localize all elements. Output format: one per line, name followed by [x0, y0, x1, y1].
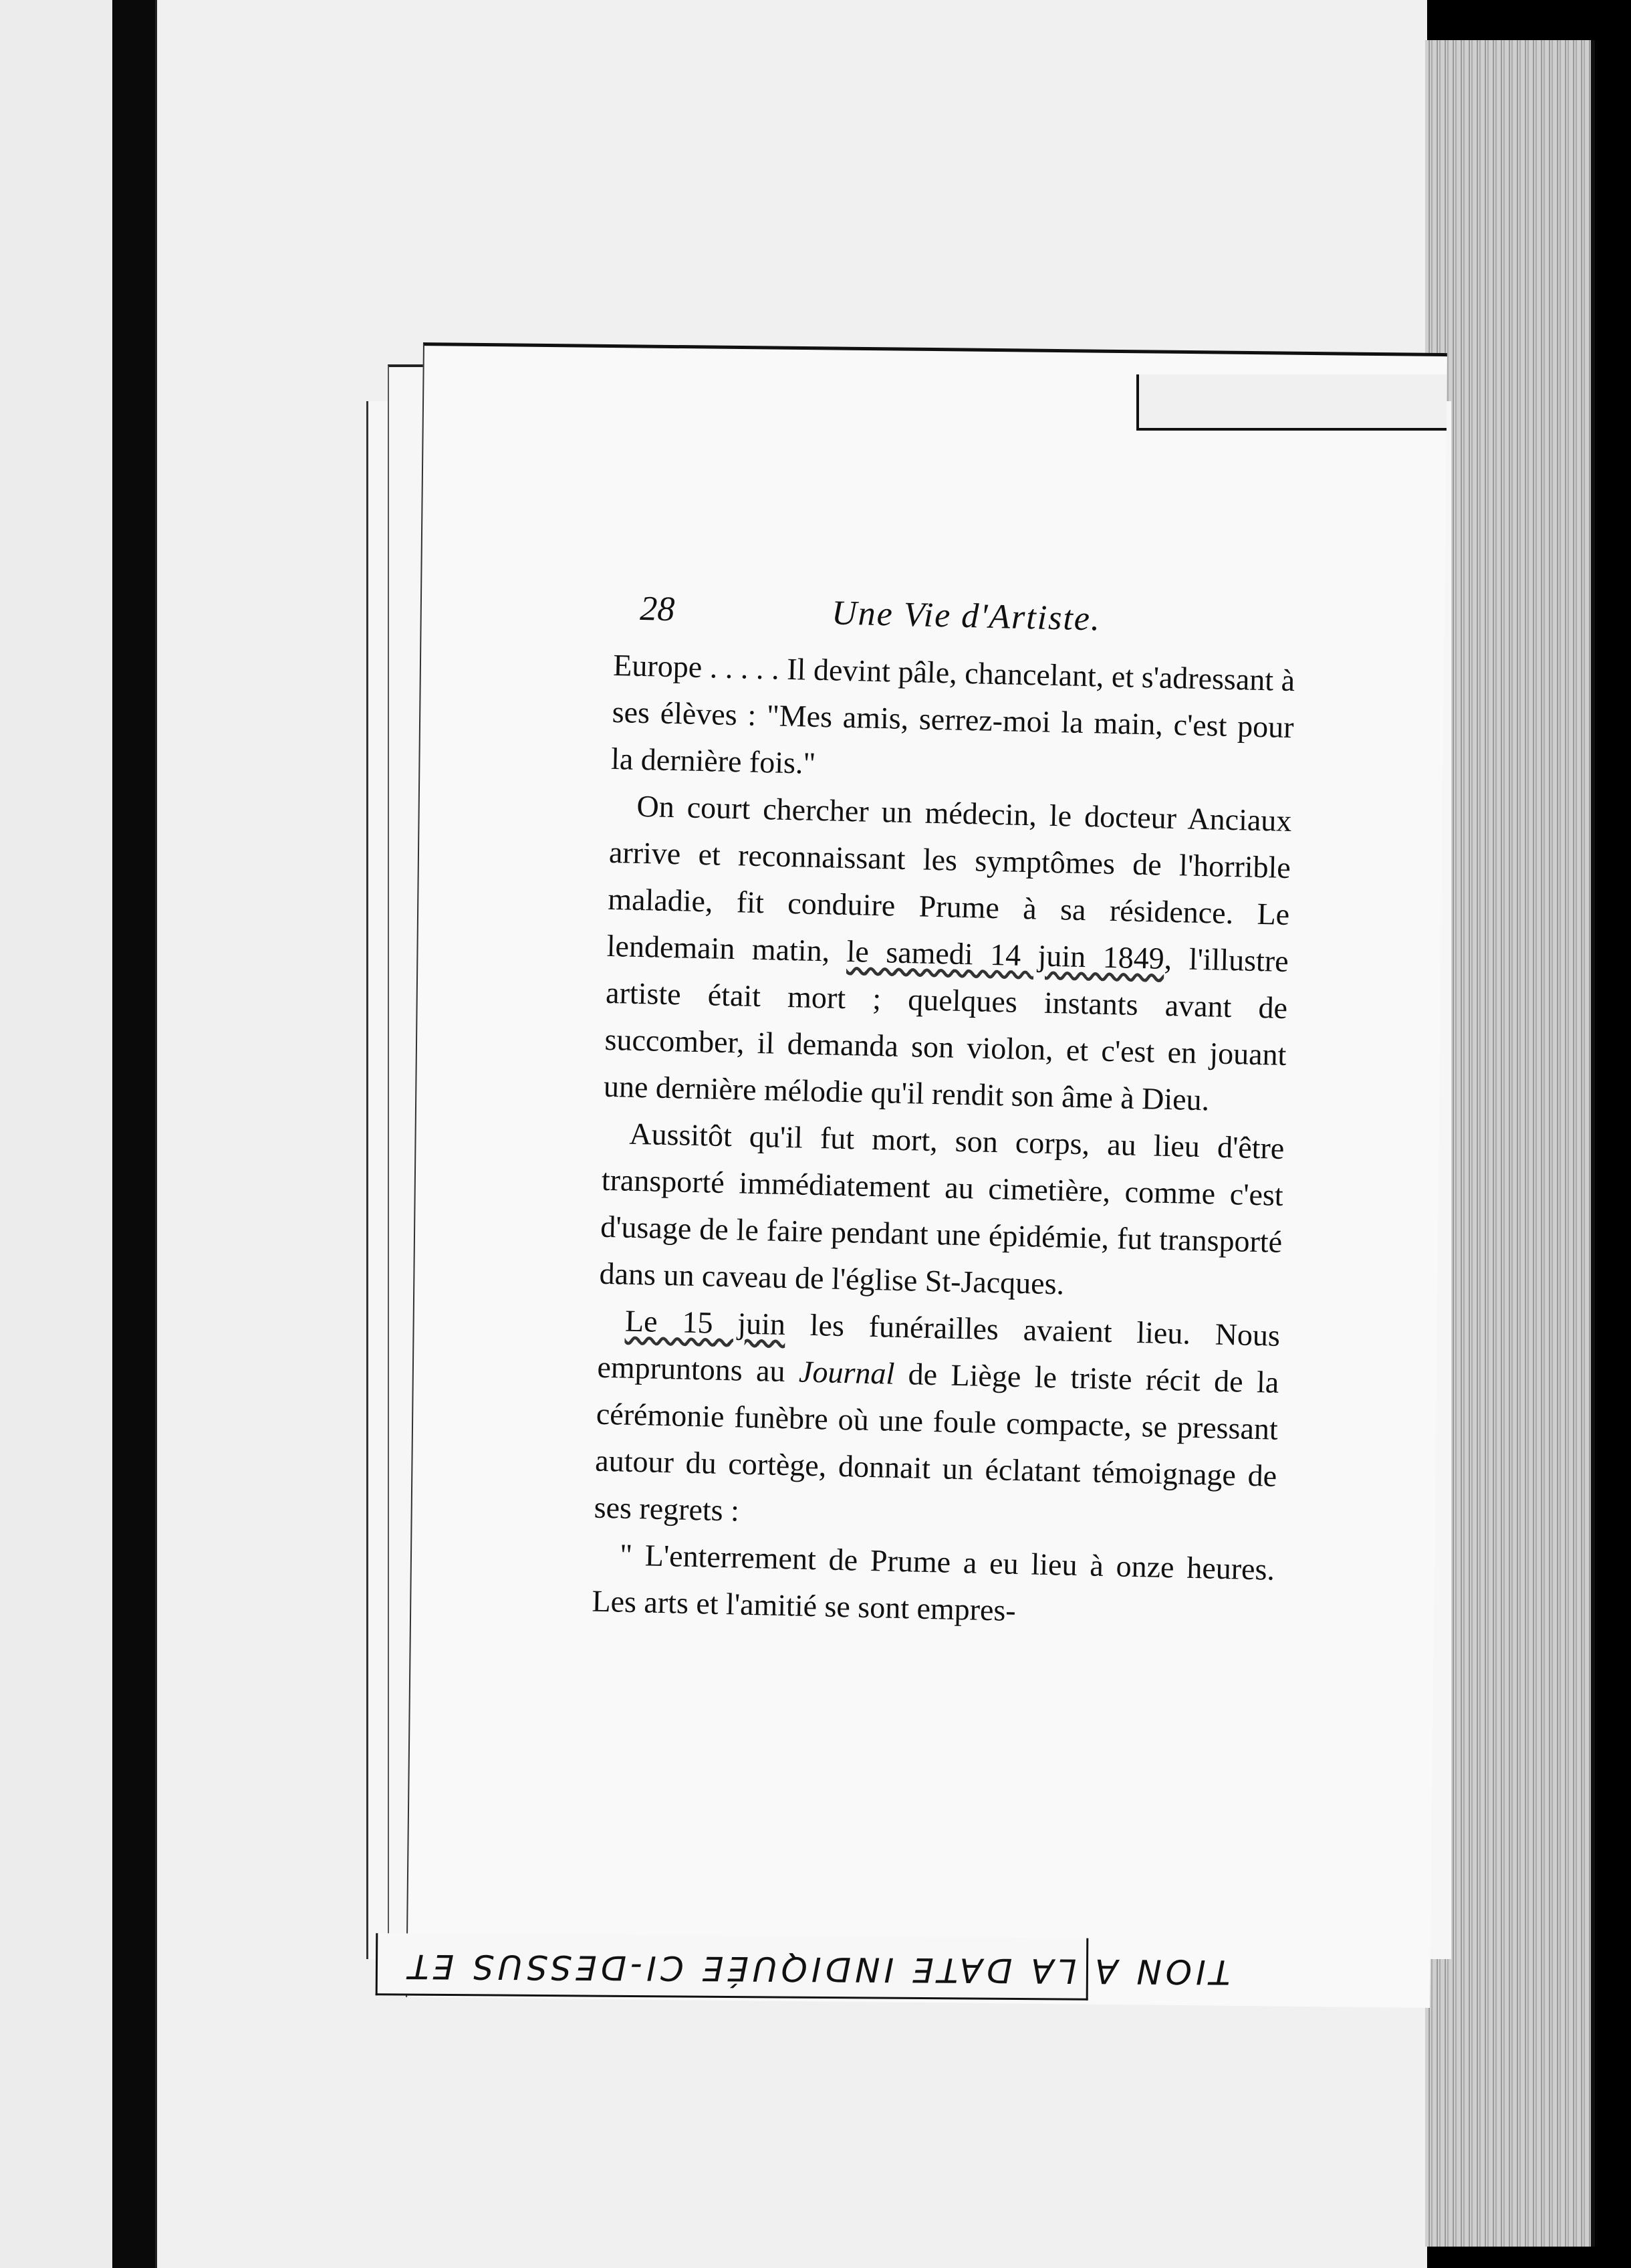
paragraph-3: Aussitôt qu'il fut mort, son corps, au lieu d'être transporté immédiatement au cimetière, comme c'est d'usage de le faire pendant une épidémie, fut transporté dans un caveau de l'église St-Jacques.	[599, 1116, 1285, 1301]
running-title: Une Vie d'Artiste.	[831, 594, 1102, 639]
paragraph-2-underlined-date: le samedi 14 juin 1849	[846, 934, 1165, 976]
page-number: 28	[639, 589, 675, 629]
paragraph-4-journal: Journal	[798, 1354, 895, 1391]
paragraph-2	[603, 782, 1292, 1125]
previous-page-edge	[0, 0, 112, 2268]
paragraph-4-underlined-date: Le 15 juin	[624, 1303, 786, 1342]
paragraph-1: Europe . . . . . Il devint pâle, chancelant, et s'adressant à ses élèves : "Mes amis, serrez-moi la main, c'est pour la dernière fois."	[610, 647, 1295, 780]
due-date-slip	[376, 1933, 1231, 2000]
due-date-slip-text: TION A LA DATE INDIQUÉE CI-DESSUS ET	[404, 1946, 1231, 1992]
paragraph-2-before: On court chercher un médecin, le docteur Anciaux arrive et reconnaissant les symptômes de l'horrible maladie, fit conduire Prume à sa résidence. Le lendemain matin,	[606, 788, 1292, 968]
paragraph-5: " L'enterrement de Prume a eu lieu à onze heures. Les arts et l'amitié se sont empres-	[592, 1537, 1275, 1627]
paragraph-4	[594, 1297, 1281, 1547]
page-text	[592, 588, 1297, 1640]
paragraph-4-text: les funérailles avaient lieu. Nous empruntons au	[597, 1307, 1281, 1389]
paragraph-2-after: , l'illustre artiste était mort ; quelques instants avant de succomber, il demanda son violon, et c'est en jouant une dernière mélodie qu'il rendit son âme à Dieu.	[603, 941, 1289, 1117]
paragraph-4-end: de Liège le triste récit de la cérémonie funèbre où une foule compacte, se pressant autour du cortège, donnait un éclatant témoignage de ses regrets :	[594, 1356, 1279, 1528]
slip-notch	[1136, 374, 1447, 431]
book-gutter	[112, 0, 155, 2268]
